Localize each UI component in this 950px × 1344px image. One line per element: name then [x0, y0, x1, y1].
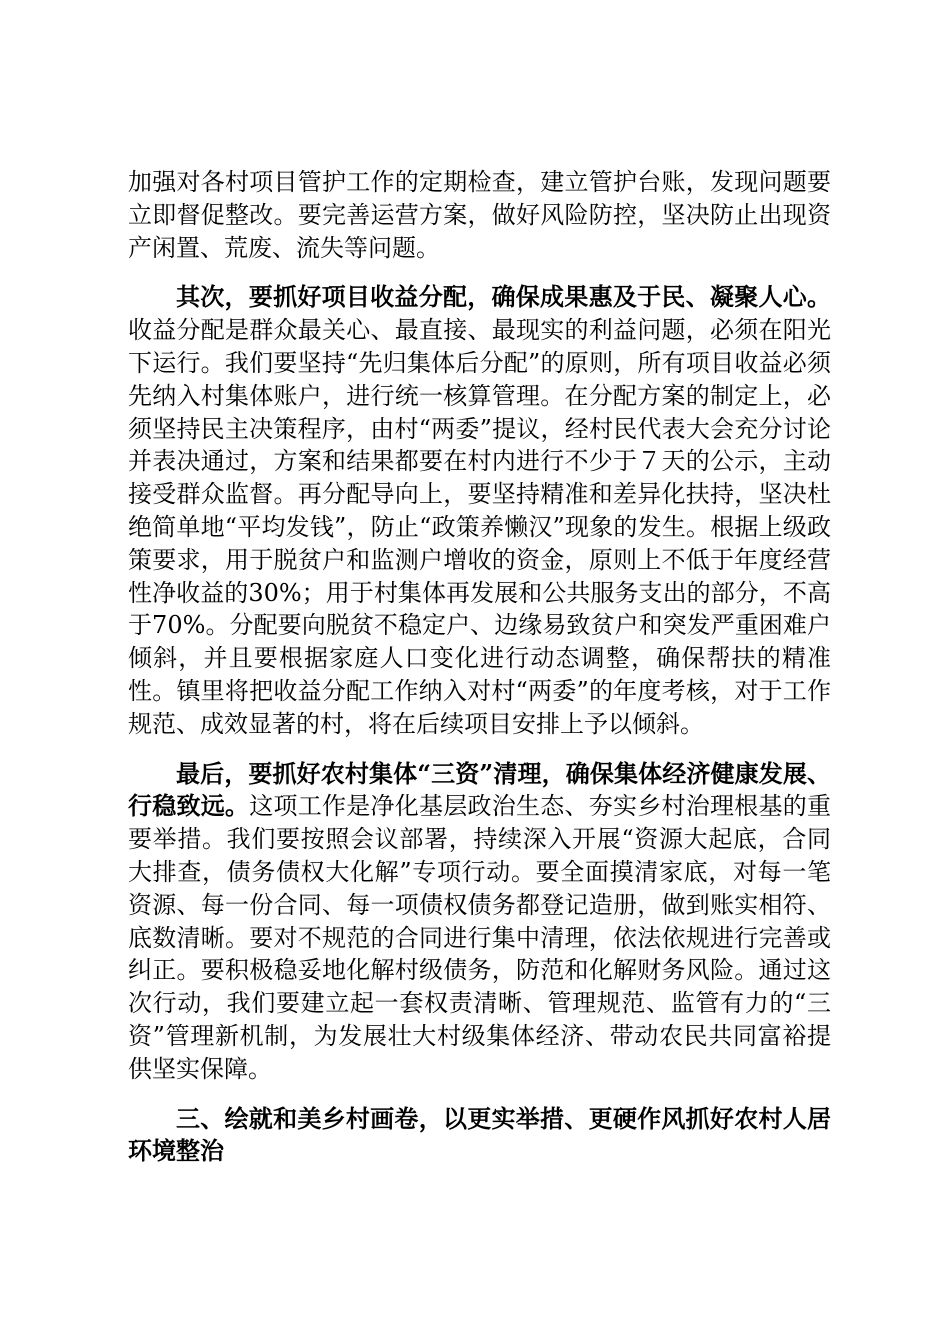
- paragraph-body: 加强对各村项目管护工作的定期检查，建立管护台账，发现问题要立即督促整改。要完善运营方案，做好风险防控，坚决防止出现资产闲置、荒废、流失等问题。: [128, 168, 831, 262]
- paragraph-three-assets: [128, 758, 831, 1086]
- paragraph-lead-bold: 最后，要抓好农村集体“三资”清理，确保集体经济健康发展、行稳致远。: [128, 758, 831, 821]
- paragraph-body: 收益分配是群众最关心、最直接、最现实的利益问题，必须在阳光下运行。我们要坚持“先归集体后分配”的原则，所有项目收益必须先纳入村集体账户，进行统一核算管理。在分配方案的制定上，必须坚持民主决策程序，由村“两委”提议，经村民代表大会充分讨论并表决通过，方案和结果都要在村内进行不少于７天的公示，主动接受群众监督。再分配导向上，要坚持精准和差异化扶持，坚决杜绝简单地“平均发钱”，防止“政策养懒汉”现象的发生。根据上级政策要求，用于脱贫户和监测户增收的资金，原则上不低于年度经营性净收益的30%；用于村集体再发展和公共服务支出的部分，不高于70%。分配要向脱贫不稳定户、边缘易致贫户和突发严重困难户倾斜，并且要根据家庭人口变化进行动态调整，确保帮扶的精准性。镇里将把收益分配工作纳入对村“两委”的年度考核，对于工作规范、成效显著的村，将在后续项目安排上予以倾斜。: [128, 316, 831, 738]
- document-page: [128, 166, 831, 1168]
- paragraph-continued: [128, 166, 831, 264]
- section-heading: 三、绘就和美乡村画卷，以更实举措、更硬作风抓好农村人居环境整治: [128, 1103, 831, 1166]
- paragraph-lead-bold: 其次，要抓好项目收益分配，确保成果惠及于民、凝聚人心。: [176, 282, 831, 312]
- paragraph-body: 这项工作是净化基层政治生态、夯实乡村治理根基的重要举措。我们要按照会议部署，持续深入开展“资源大起底，合同大排查，债务债权大化解”专项行动。要全面摸清家底，对每一笔资源、每一份合同、每一项债权债务都登记造册，做到账实相符、底数清晰。要对不规范的合同进行集中清理，依法依规进行完善或纠正。要积极稳妥地化解村级债务，防范和化解财务风险。通过这次行动，我们要建立起一套权责清晰、管理规范、监管有力的“三资”管理新机制，为发展壮大村级集体经济、带动农民共同富裕提供坚实保障。: [128, 792, 831, 1083]
- paragraph-income-distribution: [128, 281, 831, 740]
